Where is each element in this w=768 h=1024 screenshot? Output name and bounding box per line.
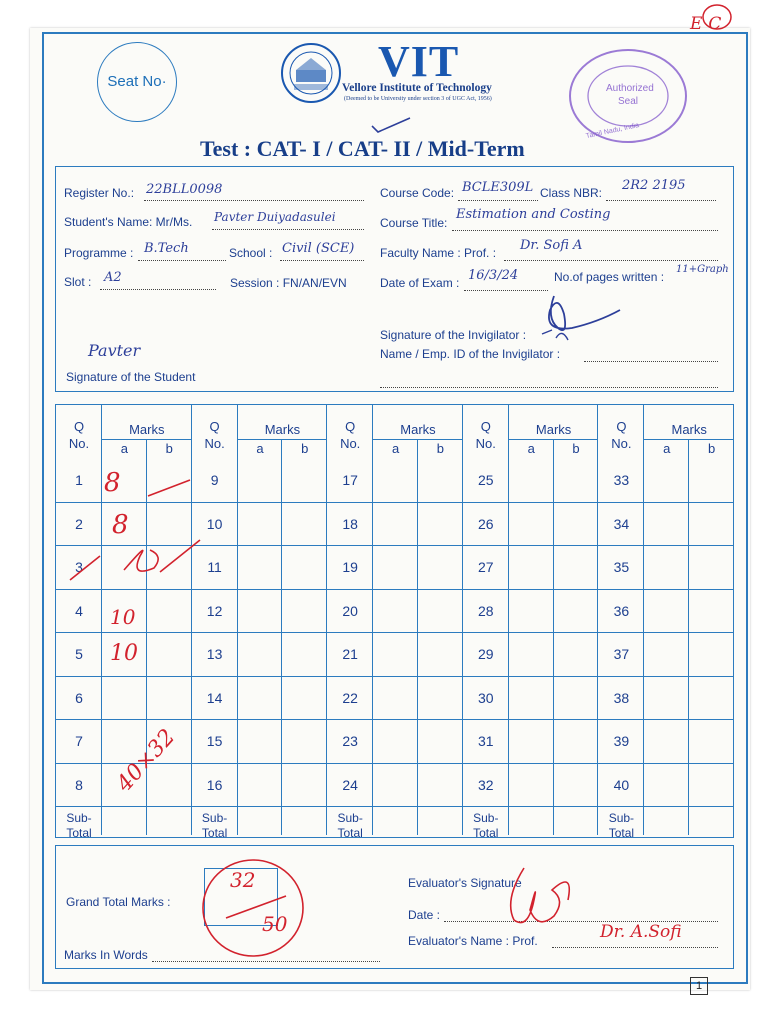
course-title-label: Course Title: [380, 216, 448, 230]
seat-number-label: Seat No· [107, 73, 167, 90]
test-title: Test : CAT- I / CAT- II / Mid-Term [200, 136, 525, 161]
seat-number-circle [97, 42, 177, 122]
question-number: 24 [342, 776, 358, 793]
question-number: 34 [613, 515, 630, 532]
student-signature-value: Pavter [88, 341, 141, 360]
student-name-value: Pavter Duiyadasulei [214, 210, 336, 224]
corner-circle-mark [700, 2, 734, 32]
pages-written-label: No.of pages written : [554, 270, 665, 284]
grand-total-value: 32 [230, 868, 256, 892]
question-number: 16 [206, 776, 223, 793]
authorized-seal-stamp [566, 46, 690, 146]
subtotal-label: Sub- Total [473, 811, 499, 840]
marks-header: Marks [535, 422, 572, 437]
faculty-name-value: Dr. Sofi A [520, 238, 583, 253]
question-number: 3 [75, 559, 83, 575]
question-number: 9 [210, 472, 219, 488]
q-no-header: No. [611, 436, 632, 451]
marks-col-b-header: b [707, 441, 716, 456]
marks-col-b-header: b [572, 441, 580, 456]
question-number: 31 [478, 733, 494, 749]
question-number: 23 [342, 733, 358, 749]
q-no-header: No. [68, 436, 90, 451]
red-tick-strokes [60, 460, 260, 600]
question-number: 15 [206, 733, 223, 749]
q-no-header: No. [475, 436, 496, 451]
question-number: 17 [342, 472, 358, 488]
marks-col-a-header: a [256, 441, 264, 456]
grand-total-label: Grand Total Marks : [66, 895, 171, 909]
evaluation-date-label: Date : [408, 908, 441, 922]
register-no-label: Register No.: [64, 186, 135, 200]
question-number: 20 [342, 602, 358, 619]
exam-date-value: 16/3/24 [468, 268, 519, 283]
marks-col-a-header: a [527, 441, 535, 456]
exam-date-label: Date of Exam : [380, 276, 460, 290]
session-label: Session : FN/AN/EVN [230, 276, 347, 290]
marks-col-a-header: a [120, 441, 129, 456]
question-number: 7 [75, 733, 83, 749]
question-number: 40 [613, 776, 630, 793]
institute-deemed-note: (Deemed to be University under section 3 of UGC Act, 1956) [344, 96, 492, 102]
vit-emblem-icon [280, 40, 342, 106]
q-header: Q [73, 419, 85, 434]
student-name-label: Student's Name: Mr/Ms. [64, 215, 193, 229]
invigilator-signature-label: Signature of the Invigilator : [380, 328, 527, 342]
question-number: 5 [75, 646, 83, 662]
question-number: 18 [342, 515, 358, 532]
marks-header: Marks [671, 422, 707, 437]
subtotal-label: Sub- Total [201, 811, 228, 840]
question-number: 21 [342, 646, 358, 662]
question-number: 14 [206, 689, 223, 706]
question-number: 27 [478, 559, 494, 575]
q-header: Q [345, 419, 356, 434]
marks-header: Marks [129, 422, 165, 437]
marks-col-a-header: a [391, 441, 400, 456]
class-nbr-label: Class NBR: [540, 186, 603, 200]
pages-written-value: 11+Graph [676, 264, 729, 275]
q-no-header: No. [340, 436, 361, 451]
evaluator-name-label: Evaluator's Name : Prof. [408, 934, 538, 948]
question-number: 4 [75, 602, 83, 619]
subtotal-label: Sub- Total [66, 811, 92, 840]
question-number: 28 [478, 602, 494, 619]
seal-rim-text: Tamil Nadu, India [585, 122, 640, 141]
question-number: 22 [342, 689, 358, 706]
corner-mark: EC [690, 14, 728, 34]
question-number: 25 [478, 472, 494, 488]
question-number: 6 [75, 689, 83, 706]
q5-mark: 10 [110, 641, 138, 666]
marks-header: Marks [400, 422, 436, 437]
subtotal-label: Sub- Total [608, 811, 635, 840]
school-label: School : [229, 246, 273, 260]
question-number: 2 [75, 515, 83, 532]
institute-logo-text: VIT [378, 37, 460, 86]
question-number: 1 [75, 472, 83, 488]
q4-mark: 10 [110, 605, 136, 629]
invigilator-signature-scribble [528, 288, 628, 358]
question-number: 11 [207, 559, 222, 575]
q-header: Q [616, 419, 627, 434]
question-number: 12 [206, 602, 223, 619]
class-nbr-value: 2R2 2195 [622, 178, 686, 193]
question-number: 26 [478, 515, 494, 532]
question-number: 30 [478, 689, 494, 706]
faculty-name-label: Faculty Name : Prof. : [380, 246, 497, 260]
page-number: 1 [690, 977, 708, 995]
question-number: 33 [613, 472, 630, 488]
marks-col-a-header: a [663, 441, 671, 456]
school-value: Civil (SCE) [282, 241, 355, 256]
course-title-value: Estimation and Costing [456, 207, 611, 222]
invigilator-name-label: Name / Emp. ID of the Invigilator : [380, 347, 561, 361]
marks-header: Marks [264, 422, 301, 437]
question-number: 35 [613, 559, 630, 575]
question-number: 8 [75, 776, 83, 793]
question-number: 38 [613, 689, 630, 706]
marks-col-b-header: b [301, 441, 309, 456]
question-number: 37 [613, 646, 630, 662]
q-header: Q [209, 419, 220, 434]
marks-col-b-header: b [165, 441, 173, 456]
evaluator-name-value: Dr. A.Sofi [600, 922, 682, 942]
q2-mark: 8 [112, 510, 129, 540]
programme-value: B.Tech [144, 241, 189, 256]
course-code-label: Course Code: [380, 186, 455, 200]
slot-value: A2 [104, 270, 122, 285]
question-number: 10 [206, 515, 223, 532]
subtotal-label: Sub- Total [337, 811, 363, 840]
subtotal-mark: 40×32 [112, 724, 181, 797]
register-no-value: 22BLL0098 [146, 182, 223, 197]
seal-text-line1: Authorized [606, 83, 654, 94]
question-number: 36 [613, 602, 630, 619]
institute-full-name: Vellore Institute of Technology [342, 82, 492, 94]
question-number: 19 [342, 559, 358, 575]
student-signature-label: Signature of the Student [66, 370, 196, 384]
seal-text-line2: Seal [618, 96, 639, 107]
tick-mark-icon [368, 112, 414, 134]
question-number: 32 [478, 776, 494, 793]
evaluator-signature-scribble [494, 860, 584, 940]
marks-col-b-header: b [436, 441, 445, 456]
marks-in-words-label: Marks In Words [64, 948, 148, 962]
q-no-header: No. [204, 436, 225, 451]
question-number: 39 [613, 733, 630, 749]
question-number: 13 [206, 646, 223, 662]
course-code-value: BCLE309L [462, 180, 534, 195]
evaluator-signature-label: Evaluator's Signature [408, 876, 522, 890]
slot-label: Slot : [64, 275, 92, 289]
q1-mark: 8 [104, 468, 121, 498]
programme-label: Programme : [64, 246, 134, 260]
grand-total-out-of: 50 [262, 912, 288, 936]
question-number: 29 [478, 646, 494, 662]
q-header: Q [480, 419, 491, 434]
